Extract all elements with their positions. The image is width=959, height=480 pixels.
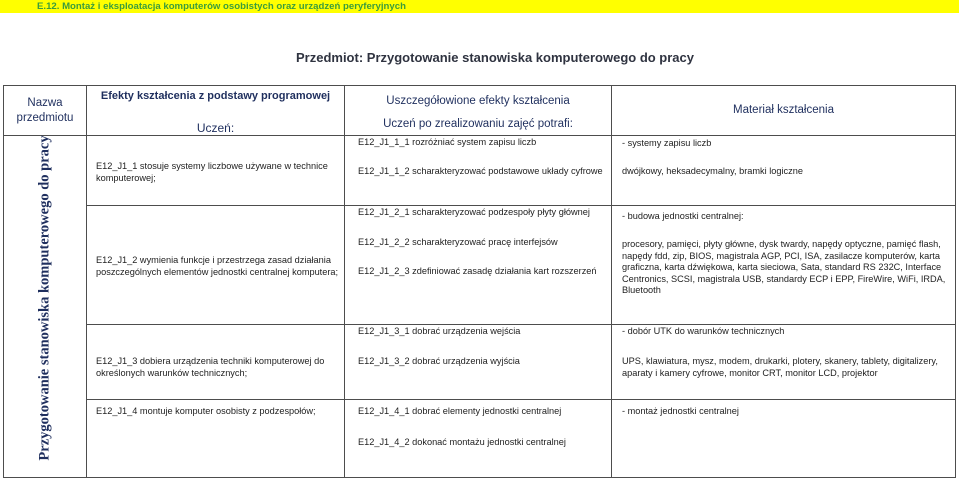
detailed-outcome-item: E12_J1_3_1 dobrać urządzenia wejścia xyxy=(358,326,521,336)
header-detailed-outcomes-cell xyxy=(345,86,612,136)
core-outcome-line: E12_J1_2 wymienia funkcje i przestrzega zasad działania xyxy=(96,255,331,265)
row-4-material-cell xyxy=(612,400,955,477)
subject-name-cell xyxy=(4,136,87,477)
header-material-cell xyxy=(612,86,955,136)
row-1-material-cell xyxy=(612,136,955,206)
header-material: Materiał kształcenia xyxy=(733,104,834,116)
detailed-outcome-item: E12_J1_2_1 scharakteryzować podzespoły płyty głównej xyxy=(358,207,590,217)
material-topic: - montaż jednostki centralnej xyxy=(622,406,739,416)
material-details xyxy=(622,166,955,178)
core-outcome-line: poszczególnych elementów jednostki centralnej komputera; xyxy=(96,266,339,277)
header-subject-name-cell xyxy=(4,86,87,136)
material-details-line: Centronics, SCSI, magistrala USB, standardy ECP i EPP, FireWire, WiFi, IRDA, xyxy=(622,273,946,284)
detailed-outcome-item: E12_J1_3_2 dobrać urządzenia wyjścia xyxy=(358,356,520,366)
material-topic: - dobór UTK do warunków technicznych xyxy=(622,326,785,336)
row-3-core-outcome-cell xyxy=(87,325,345,400)
material-details xyxy=(622,356,955,379)
detailed-outcome-item: E12_J1_1_1 rozróżniać system zapisu liczb xyxy=(358,137,537,147)
material-topic: - systemy zapisu liczb xyxy=(622,138,712,148)
material-details-line: procesory, pamięci, płyty główne, dysk twardy, napędy optyczne, pamięć flash, xyxy=(622,239,941,249)
detailed-outcome-item: E12_J1_1_2 scharakteryzować podstawowe układy cyfrowe xyxy=(358,166,603,176)
row-2-core-outcome-cell xyxy=(87,206,345,325)
core-outcome-line: określonych warunków technicznych; xyxy=(96,367,248,378)
header-core-outcomes-cell xyxy=(87,86,345,136)
detailed-outcome-item: E12_J1_4_1 dobrać elementy jednostki centralnej xyxy=(358,406,562,416)
row-2-detailed-outcomes-cell xyxy=(345,206,612,325)
subject-name-vertical: Przygotowanie stanowiska komputerowego do pracy xyxy=(36,135,53,461)
detailed-outcome-item: E12_J1_2_3 zdefiniować zasadę działania kart rozszerzeń xyxy=(358,266,597,276)
row-4-core-outcome-cell xyxy=(87,400,345,477)
material-details-line: napędy fdd, zip, BIOS, magistrala AGP, PCI, ISA, zasilacze komputerów, karta xyxy=(622,250,940,261)
core-outcome-line: komputerowej; xyxy=(96,172,156,183)
header-core-outcomes-subtitle: Uczeń: xyxy=(196,121,235,135)
material-details-line: graficzna, karta dźwiękowa, karta sieciowa, Sata, standard RS 232C, Interface xyxy=(622,262,942,272)
row-1-detailed-outcomes-cell xyxy=(345,136,612,206)
core-outcome-line: E12_J1_1 stosuje systemy liczbowe używane w technice xyxy=(96,161,328,171)
row-3-material-cell xyxy=(612,325,955,400)
detailed-outcome-item: E12_J1_4_2 dokonać montażu jednostki centralnej xyxy=(358,437,566,447)
header-core-outcomes-title: Efekty kształcenia z podstawy programowej xyxy=(100,90,331,102)
core-outcome-line: E12_J1_3 dobiera urządzenia techniki komputerowej do xyxy=(96,356,325,366)
material-details-line: UPS, klawiatura, mysz, modem, drukarki, plotery, skanery, tablety, digitalizery, xyxy=(622,356,938,366)
row-3-detailed-outcomes-cell xyxy=(345,325,612,400)
curriculum-table xyxy=(3,85,956,478)
header-subject-name: Nazwa przedmiotu xyxy=(16,96,74,124)
page-header-banner xyxy=(0,0,959,13)
subject-title: Przedmiot: Przygotowanie stanowiska komputerowego do pracy xyxy=(295,50,695,65)
core-outcome-line: E12_J1_4 montuje komputer osobisty z podzespołów; xyxy=(96,406,316,416)
header-detailed-outcomes-subtitle: Uczeń po zrealizowaniu zajęć potrafi: xyxy=(383,118,573,130)
row-4-detailed-outcomes-cell xyxy=(345,400,612,477)
qualification-title: E.12. Montaż i eksploatacja komputerów osobistych oraz urządzeń peryferyjnych xyxy=(37,1,406,12)
material-details-line: dwójkowy, heksadecymalny, bramki logiczne xyxy=(622,166,803,176)
row-1-core-outcome-cell xyxy=(87,136,345,206)
material-topic: - budowa jednostki centralnej: xyxy=(622,211,744,221)
row-2-material-cell xyxy=(612,206,955,325)
material-details-line: Bluetooth xyxy=(622,285,661,295)
detailed-outcome-item: E12_J1_2_2 scharakteryzować pracę interfejsów xyxy=(358,236,558,247)
material-details-line: aparaty i kamery cyfrowe, monitor CRT, monitor LCD, projektor xyxy=(622,367,878,378)
header-detailed-outcomes-title: Uszczegółowione efekty kształcenia xyxy=(386,95,570,107)
material-details xyxy=(622,239,955,297)
